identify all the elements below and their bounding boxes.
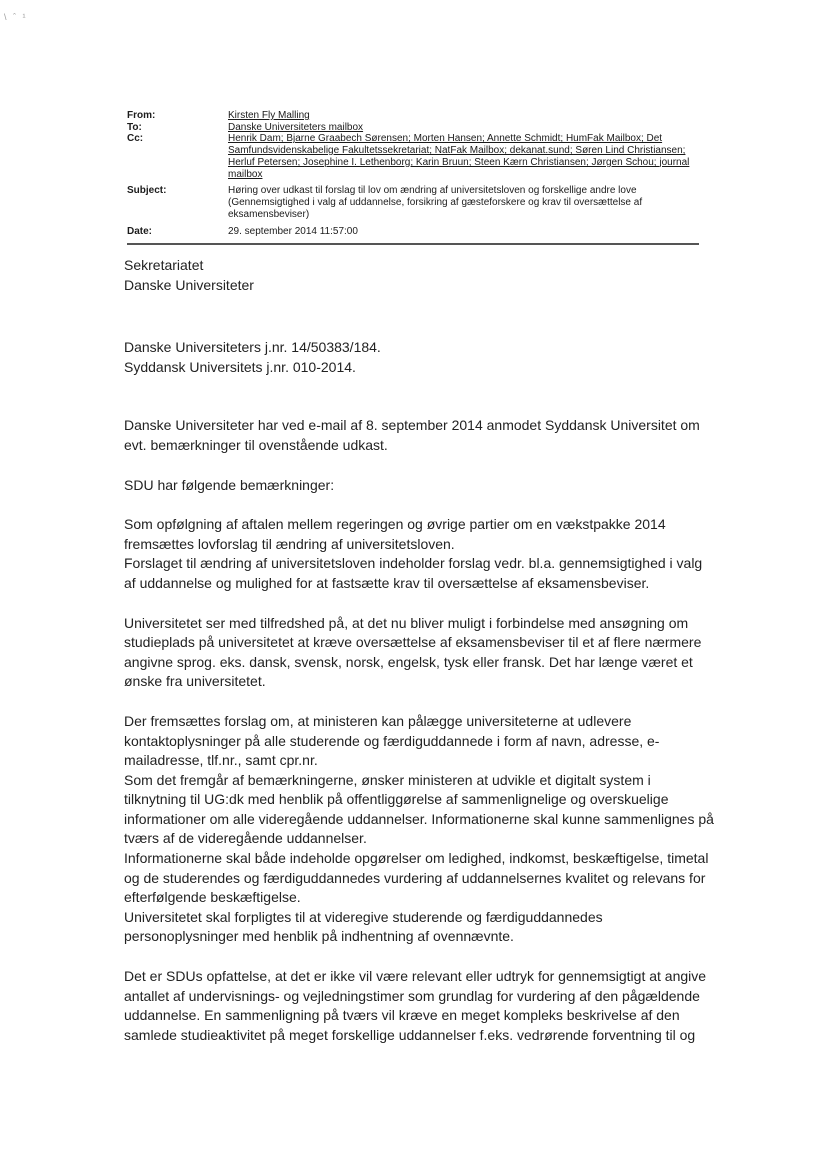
subject-row bbox=[127, 185, 699, 220]
sender-line-1: Sekretariatet bbox=[124, 257, 204, 273]
to-row bbox=[127, 122, 699, 134]
date-label: Date: bbox=[127, 226, 153, 238]
paragraph-forpligtelse: Universitetet skal forpligtes til at videregive studerende og færdiguddannedes personoplysninger med henblik på indhentning af ovennævnte. bbox=[124, 908, 603, 945]
from-label: From: bbox=[127, 110, 156, 121]
subject-value: Høring over udkast til forslag til lov om ændring af universitetsloven og forskellige andre love (Gennemsigtighed i valg af uddannelse, forsikring af gæsteforskere og krav til oversættelse af eksamensbeviser) bbox=[228, 185, 643, 220]
cc-label: Cc: bbox=[127, 133, 144, 145]
reference-sdu: Syddansk Universitets j.nr. 010-2014. bbox=[124, 358, 356, 375]
subject-label: Subject: bbox=[127, 185, 167, 197]
paragraph-vaekstpakke: Som opfølgning af aftalen mellem regeringen og øvrige partier om en vækstpakke 2014 fremsættes lovforslag til ændring af universitetsloven. bbox=[124, 516, 666, 552]
intro-paragraph: Danske Universiteter har ved e-mail af 8. september 2014 anmodet Syddansk Universitet om evt. bemærkninger til ovenstående udkast. bbox=[124, 417, 700, 453]
scan-artifact: \ ˆ ¹ bbox=[4, 12, 28, 22]
to-label: To: bbox=[127, 121, 142, 133]
from-sender-link[interactable]: Kirsten Fly Malling bbox=[228, 110, 310, 121]
paragraph-informationer: Informationerne skal både indeholde opgørelser om ledighed, indkomst, beskæftigelse, timetal og de studerendes og færdiguddannedes vurdering af uddannelsernes kvalitet og relevans for efterfølgende beskæftigelse. bbox=[124, 850, 709, 906]
date-row bbox=[127, 226, 699, 238]
cc-recipients-links[interactable]: Henrik Dam; Bjarne Graabech Sørensen; Morten Hansen; Annette Schmidt; HumFak Mailbox; Det Samfundsvidenskabelige Fakultetssekretariat; NatFak Mailbox; dekanat.sund; Søren Lind Christiansen; Herluf Petersen; Josephine I. Lethenborg; Karin Bruun; Steen Kærn Christiansen; Jørgen Schou; journal mailbox bbox=[228, 133, 690, 180]
paragraph-oversaettelse: Universitetet ser med tilfredshed på, at det nu bliver muligt i forbindelse med ansøgning om studieplads på universitetet at kræve oversættelse af eksamensbeviser til et af flere nærmere angivne sprog. eks. dansk, svensk, norsk, engelsk, tysk eller fransk. Det har længe været et ønske fra universitetet. bbox=[124, 614, 702, 690]
paragraph-kontaktoplysninger: Der fremsættes forslag om, at ministeren kan pålægge universiteterne at udlevere kontaktoplysninger på alle studerende og færdiguddannede i form af navn, adresse, e-mailadresse, tlf.nr., samt cpr.nr. bbox=[124, 712, 660, 769]
cc-row bbox=[127, 133, 699, 180]
header-divider bbox=[127, 243, 699, 245]
paragraph-lovforslag: Forslaget til ændring af universitetsloven indeholder forslag vedr. bl.a. gennemsigtighed i valg af uddannelse og mulighed for at fastsætte krav til oversættelse af eksamensbeviser. bbox=[124, 555, 703, 591]
email-header bbox=[127, 110, 699, 245]
sender-line-2: Danske Universiteter bbox=[124, 276, 254, 293]
from-row bbox=[127, 110, 699, 122]
letter-body bbox=[124, 256, 714, 1045]
to-recipient-link[interactable]: Danske Universiteters mailbox bbox=[228, 121, 364, 133]
paragraph-sdu-opfattelse: Det er SDUs opfattelse, at det er ikke vil være relevant eller udtryk for gennemsigtigt at angive antallet af undervisnings- og vejledningstimer som grundlag for vurdering af den pågældende uddannelse. En sammenligning på tværs vil kræve en meget kompleks beskrivelse af den samlede studieaktivitet på meget forskellige uddannelser f.eks. vedrørende forventning til og bbox=[124, 968, 707, 1043]
reference-du: Danske Universiteters j.nr. 14/50383/184. bbox=[124, 339, 381, 356]
sdu-remarks-heading: SDU har følgende bemærkninger: bbox=[124, 476, 335, 493]
date-value: 29. september 2014 11:57:00 bbox=[228, 226, 358, 238]
paragraph-digitalt-system: Som det fremgår af bemærkningerne, ønsker ministeren at udvikle et digitalt system i tilknytning til UG:dk med henblik på offentliggørelse af sammenlignelige og overskuelige informationer om alle videregående uddannelser. Informationerne skal kunne sammenlignes på tværs af de videregående uddannelser. bbox=[124, 771, 714, 847]
